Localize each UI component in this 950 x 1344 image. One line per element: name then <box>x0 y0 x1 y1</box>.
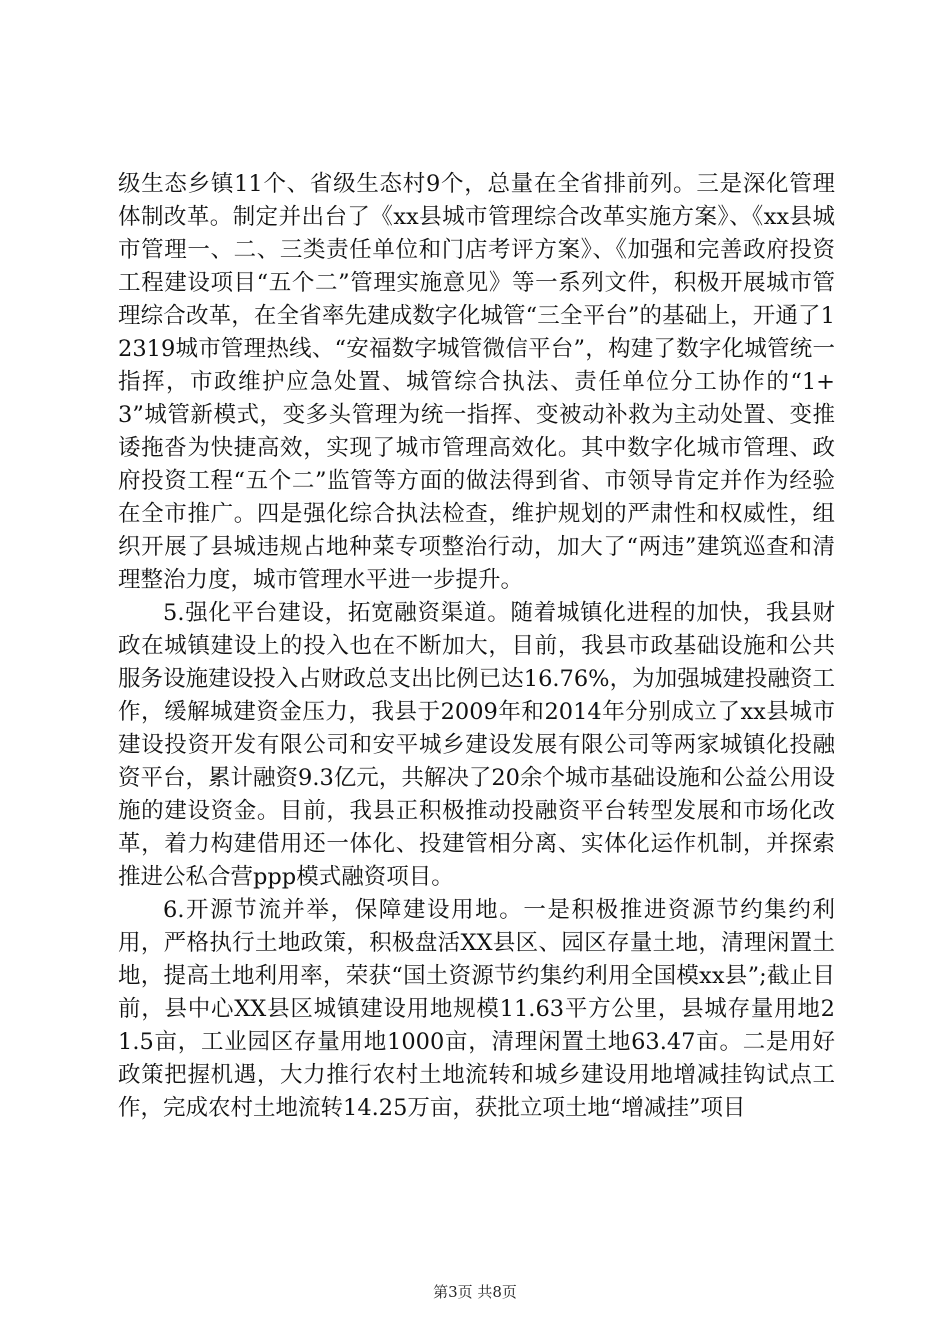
paragraph-1: 级生态乡镇11个、省级生态村9个，总量在全省排前列。三是深化管理体制改革。制定并出台了《xx县城市管理综合改革实施方案》、《xx县城市管理一、二、三类责任单位和门店考评方案》、《加强和完善政府投资工程建设项目“五个二”管理实施意见》等一系列文件，积极开展城市管理综合改革，在全省率先建成数字化城管“三全平台”的基础上，开通了12319城市管理热线、“安福数字城管微信平台”，构建了数字化城管统一指挥，市政维护应急处置、城管综合执法、责任单位分工协作的“1+3”城管新模式，变多头管理为统一指挥、变被动补救为主动处置、变推诿拖沓为快捷高效，实现了城市管理高效化。其中数字化城市管理、政府投资工程“五个二”监管等方面的做法得到省、市领导肯定并作为经验在全市推广。四是强化综合执法检查，维护规划的严肃性和权威性，组织开展了县城违规占地种菜专项整治行动，加大了“两违”建筑巡查和清理整治力度，城市管理水平进一步提升。 <box>118 171 835 593</box>
paragraph-2: 5.强化平台建设，拓宽融资渠道。随着城镇化进程的加快，我县财政在城镇建设上的投入也在不断加大，目前，我县市政基础设施和公共服务设施建设投入占财政总支出比例已达16.76%，为加强城建投融资工作，缓解城建资金压力，我县于2009年和2014年分别成立了xx县城市建设投资开发有限公司和安平城乡建设发展有限公司等两家城镇化投融资平台，累计融资9.3亿元，共解决了20余个城市基础设施和公益公用设施的建设资金。目前，我县正积极推动投融资平台转型发展和市场化改革，着力构建借用还一体化、投建管相分离、实体化运作机制，并探索推进公私合营ppp模式融资项目。 <box>118 600 835 890</box>
paragraph-3: 6.开源节流并举，保障建设用地。一是积极推进资源节约集约利用，严格执行土地政策，积极盘活XX县区、园区存量土地，清理闲置土地，提高土地利用率，荣获“国土资源节约集约利用全国模xx县”;截止目前，县中心XX县区城镇建设用地规模11.63平方公里，县城存量用地21.5亩，工业园区存量用地1000亩，清理闲置土地63.47亩。二是用好政策把握机遇，大力推行农村土地流转和城乡建设用地增减挂钩试点工作，完成农村土地流转14.25万亩，获批立项土地“增减挂”项目 <box>118 897 835 1121</box>
document-body <box>118 168 835 1125</box>
page-footer: 第3页 共8页 <box>433 1283 517 1301</box>
